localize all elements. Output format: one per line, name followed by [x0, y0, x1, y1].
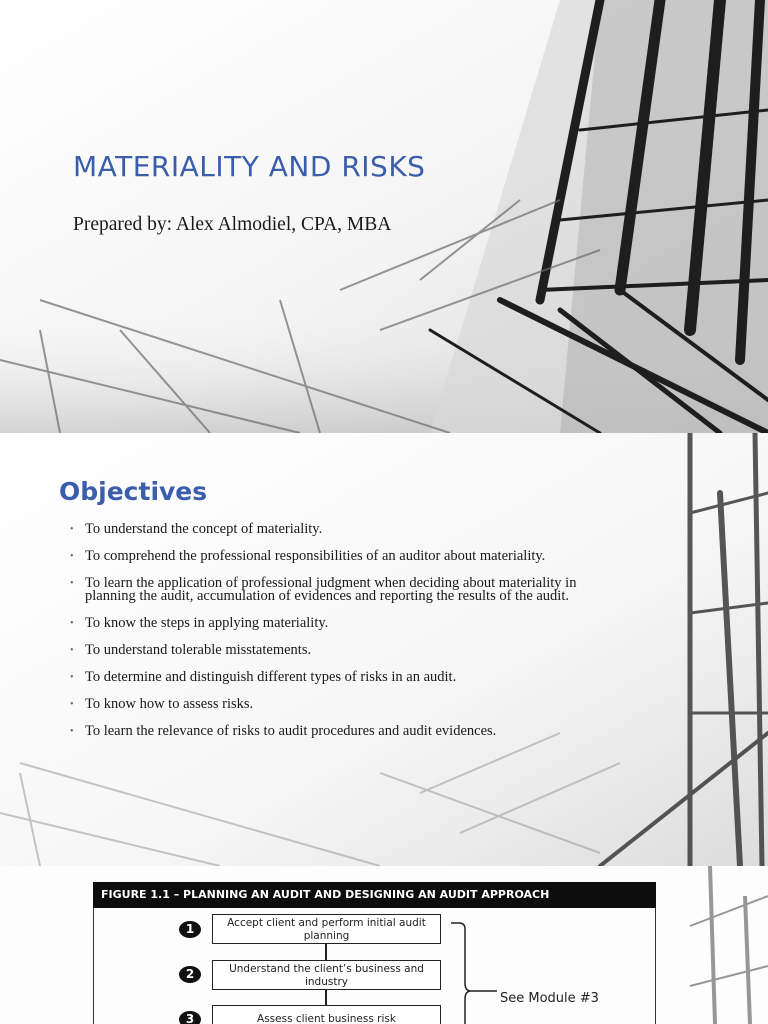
title-slide [0, 0, 768, 433]
figure-title: FIGURE 1.1 – PLANNING AN AUDIT AND DESIGNING AN AUDIT APPROACH [101, 888, 550, 901]
list-item: • To determine and distinguish different types of risks in an audit. [70, 671, 600, 684]
step-connector [325, 944, 327, 960]
objectives-list [70, 523, 600, 752]
step-number-2: 2 [179, 966, 201, 983]
figure-slide [0, 866, 768, 1024]
list-item: • To understand the concept of materiality. [70, 523, 600, 536]
list-item: • To comprehend the professional responsibilities of an auditor about materiality. [70, 550, 600, 563]
step-box-1: Accept client and perform initial audit planning [212, 914, 441, 944]
list-item: • To understand tolerable misstatements. [70, 644, 600, 657]
list-item: • To learn the application of professional judgment when deciding about materiality in planning the audit, accumulation of evidences and reporting the results of the audit. [70, 577, 600, 603]
step-box-3: Assess client business risk [212, 1005, 441, 1024]
objectives-heading: Objectives [59, 477, 208, 506]
step-connector [325, 990, 327, 1005]
list-item: • To know the steps in applying materiality. [70, 617, 600, 630]
presentation-title: MATERIALITY AND RISKS [73, 150, 426, 183]
step-number-3: 3 [179, 1011, 201, 1024]
step-number-1: 1 [179, 921, 201, 938]
see-module-label: See Module #3 [500, 991, 599, 1006]
figure-title-bar [93, 882, 656, 908]
list-item: • To know how to assess risks. [70, 698, 600, 711]
objectives-slide [0, 433, 768, 866]
step-box-2: Understand the client’s business and industry [212, 960, 441, 990]
author-subtitle: Prepared by: Alex Almodiel, CPA, MBA [73, 214, 392, 235]
list-item: • To learn the relevance of risks to audit procedures and audit evidences. [70, 725, 600, 738]
bracket-icon [445, 921, 505, 1024]
